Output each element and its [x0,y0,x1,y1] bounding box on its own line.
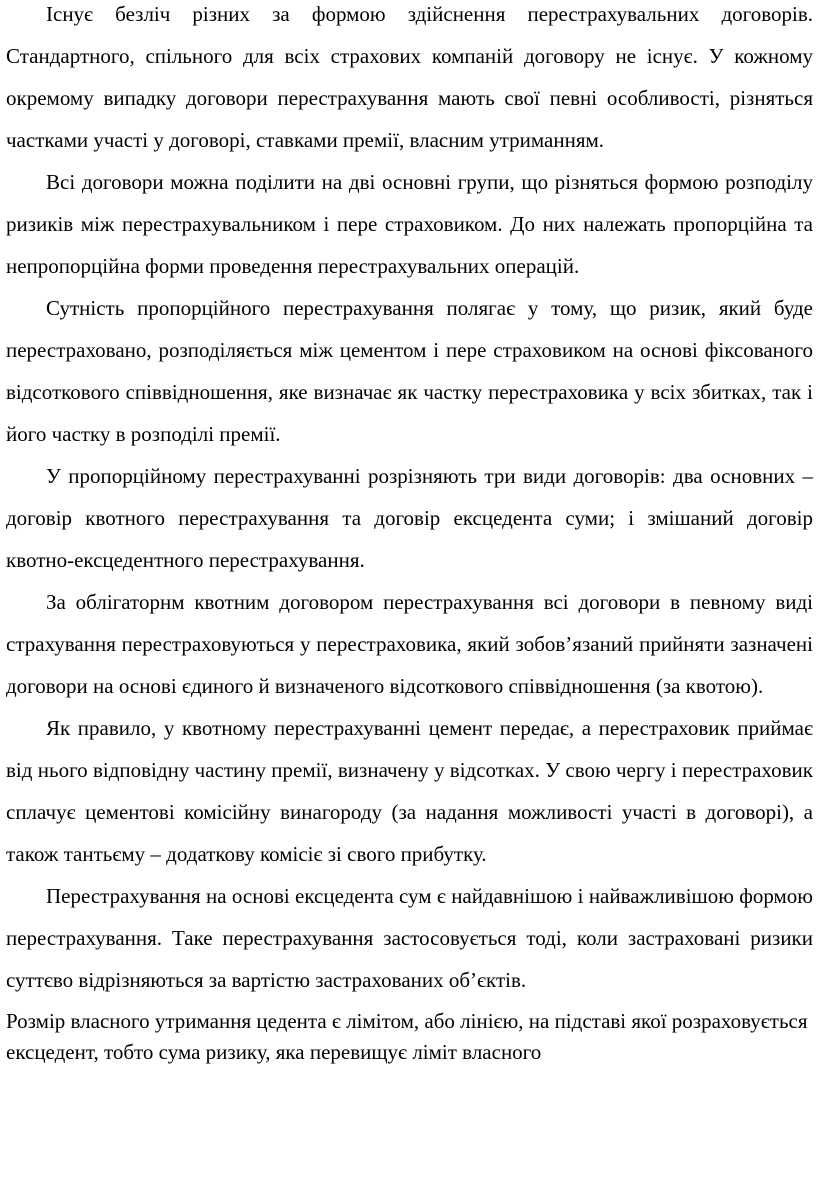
paragraph-8: Розмір власного утримання цедента є лімітом, або лінією, на підставі якої розраховується ексцедент, тобто сума ризику, яка перевищує ліміт власного [6,1009,808,1064]
paragraph-2: Всі договори можна поділити на дві основні групи, що різняться формою розподілу ризиків між перестрахувальником і пере страховиком. До них належать пропорційна та непропорційна форми проведення перестрахувальних операцій. [6,170,813,278]
paragraph-3: Сутність пропорційного перестрахування полягає у тому, що ризик, який буде перестраховано, розподіляється між цементом і пере страховиком на основі фіксованого відсоткового співвідношення, яке визначає як частку перестраховика у всіх збитках, так і його частку в розподілі премії. [6,296,813,446]
paragraph-7: Перестрахування на основі ексцедента сум є найдавнішою і найважливішою формою перестрахування. Таке перестрахування застосовується тоді, коли застраховані ризики суттєво відрізняються за вартістю застрахованих об’єктів. [6,884,813,992]
paragraph-4: У пропорційному перестрахуванні розрізняють три види договорів: два основних – договір квотного перестрахування та договір ексцедента суми; і змішаний договір квотно-ексцедентного перестрахування. [6,464,813,572]
paragraph-1: Існує безліч різних за формою здійснення перестрахувальних договорів. Стандартного, спільного для всіх страхових компаній договору не існує. У кожному окремому випадку договори перестрахування мають свої певні особливості, різняться частками участі у договорі, ставками премії, власним утриманням. [6,2,813,152]
paragraph-5: За облігаторнм квотним договором перестрахування всі договори в певному виді страхування перестраховуються у перестраховика, який зобов’язаний прийняти зазначені договори на основі єдиного й визначеного відсоткового співвідношення (за квотою). [6,590,813,698]
paragraph-6: Як правило, у квотному перестрахуванні цемент передає, а перестраховик приймає від нього відповідну частину премії, визначену у відсотках. У свою чергу і перестраховик сплачує цементові комісійну винагороду (за надання можливості участі в договорі), а також тантьєму – додаткову комісіє зі свого прибутку. [6,716,813,866]
